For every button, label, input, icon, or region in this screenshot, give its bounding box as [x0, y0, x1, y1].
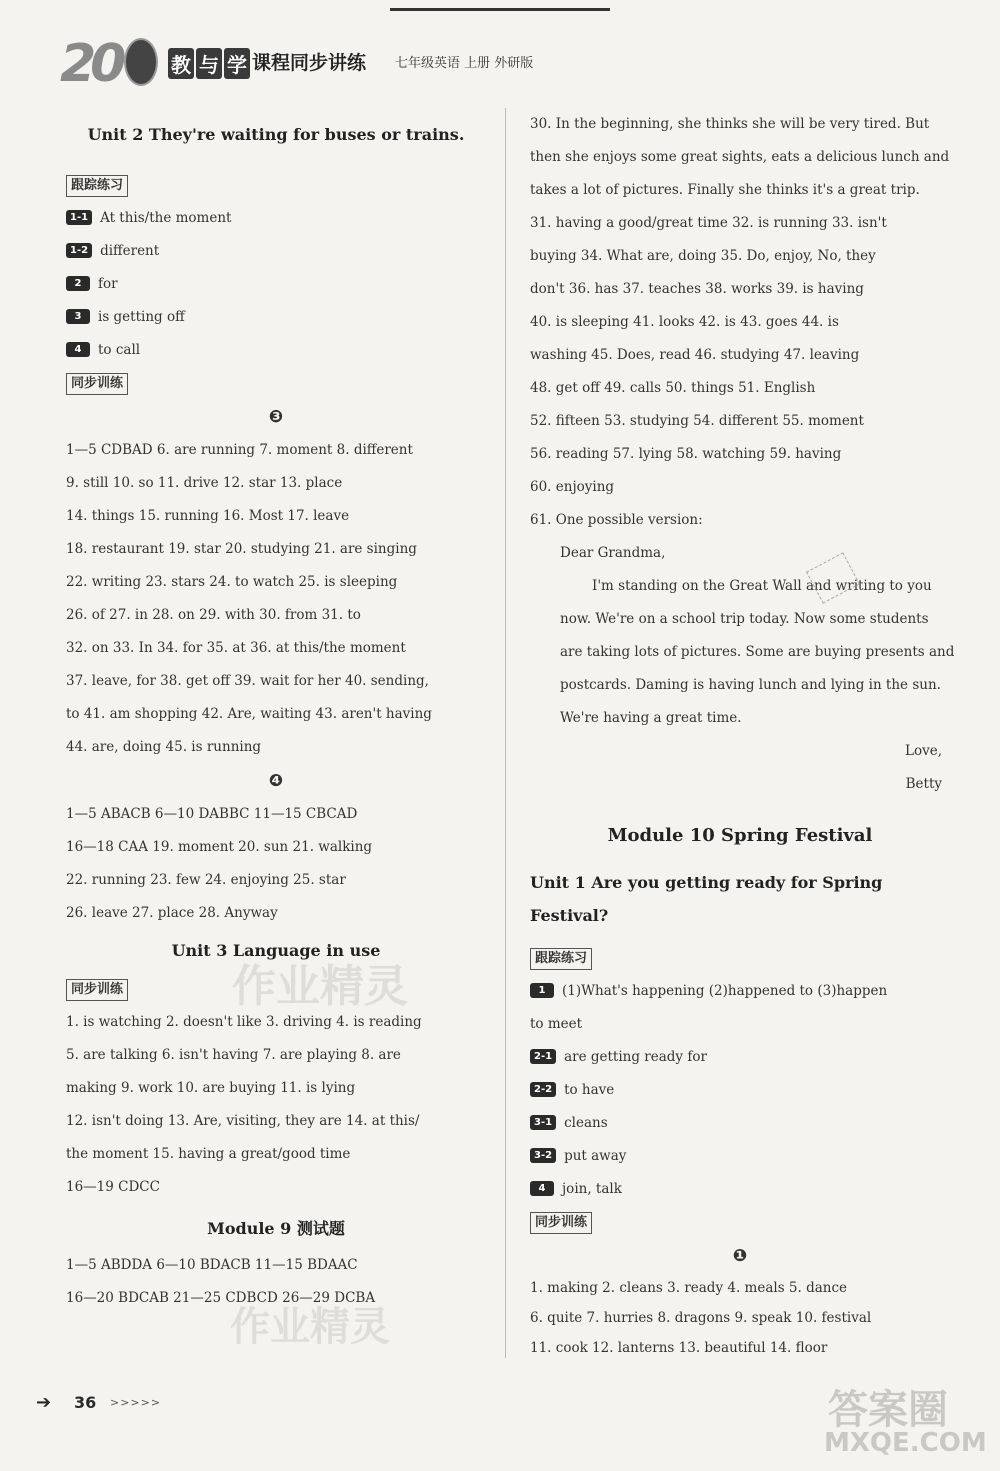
list-item [66, 334, 486, 367]
watermark-text: 作业精灵 [230, 1304, 390, 1350]
item-badge: 2 [66, 276, 90, 291]
answer-line: 48. get off 49. calls 50. things 51. English [530, 380, 816, 396]
answer-line: 16—18 CAA 19. moment 20. sun 21. walking [66, 839, 373, 855]
letter-signature: Betty [905, 776, 942, 792]
answer-line: washing 45. Does, read 46. studying 47. leaving [530, 347, 860, 363]
answer-line: 1. making 2. cleans 3. ready 4. meals 5. dance [530, 1280, 848, 1296]
item-badge: 2-1 [530, 1049, 556, 1064]
answer-line: 22. writing 23. stars 24. to watch 25. is sleeping [66, 574, 398, 590]
unit1-title: Unit 1 Are you getting ready for Spring Festival? [530, 873, 883, 925]
item-badge: 3 [66, 309, 90, 324]
item-text: are getting ready for [564, 1049, 707, 1065]
item-text: to meet [530, 1016, 583, 1032]
item-badge: 2-2 [530, 1082, 556, 1097]
answer-line: 26. leave 27. place 28. Anyway [66, 905, 278, 921]
item-text: cleans [564, 1115, 608, 1131]
left-column [66, 108, 486, 1315]
list-item [530, 1008, 950, 1041]
answer-line: 40. is sleeping 41. looks 42. is 43. goes 44. is [530, 314, 839, 330]
answer-line: 56. reading 57. lying 58. watching 59. having [530, 446, 842, 462]
item-badge: 1 [530, 983, 554, 998]
list-item [66, 202, 486, 235]
letter-line: postcards. Daming is having lunch and lying in the sun. [560, 677, 941, 693]
page-header [60, 30, 950, 94]
series-logo: 20 [60, 34, 121, 94]
answer-line: 61. One possible version: [530, 512, 703, 528]
list-item [530, 1173, 950, 1206]
item-text: put away [564, 1148, 627, 1164]
answer-line: 14. things 15. running 16. Most 17. leave [66, 508, 350, 524]
letter-line: I'm standing on the Great Wall and writing to you [592, 578, 932, 594]
item-text: join, talk [562, 1181, 622, 1197]
answer-line: takes a lot of pictures. Finally she thinks it's a great trip. [530, 182, 920, 198]
answer-line: 52. fifteen 53. studying 54. different 55. moment [530, 413, 864, 429]
section-marker: ❸ [268, 407, 284, 427]
list-item [530, 1074, 950, 1107]
answer-line: 30. In the beginning, she thinks she will be very tired. But [530, 116, 930, 132]
brand-char: 教 [168, 48, 194, 79]
answer-line: 22. running 23. few 24. enjoying 25. star [66, 872, 346, 888]
letter-line: now. We're on a school trip today. Now some students [560, 611, 929, 627]
item-text: different [100, 243, 160, 259]
item-text: is getting off [98, 309, 185, 325]
arrow-icon: ➔ [36, 1392, 52, 1413]
unit2-title: Unit 2 They're waiting for buses or trains. [87, 125, 465, 144]
list-item [530, 1041, 950, 1074]
item-badge: 3-2 [530, 1148, 556, 1163]
answer-line: then she enjoys some great sights, eats a delicious lunch and [530, 149, 950, 165]
answer-line: 6. quite 7. hurries 8. dragons 9. speak 10. festival [530, 1310, 872, 1326]
tag-tongbu: 同步训练 [530, 1212, 592, 1234]
list-item [530, 975, 950, 1008]
book-subtitle: 七年级英语 上册 外研版 [395, 56, 534, 71]
answer-line: 26. of 27. in 28. on 29. with 30. from 31. to [66, 607, 361, 623]
list-item [66, 268, 486, 301]
item-text: to call [98, 342, 141, 358]
answer-line: 16—20 BDCAB 21—25 CDBCD 26—29 DCBA [66, 1290, 376, 1306]
letter-line: We're having a great time. [560, 710, 742, 726]
item-text: for [98, 276, 118, 292]
watermark-logo: 答案圈 [828, 1387, 948, 1433]
item-text: to have [564, 1082, 615, 1098]
list-item [66, 235, 486, 268]
answer-line: 11. cook 12. lanterns 13. beautiful 14. floor [530, 1340, 828, 1356]
item-badge: 4 [66, 342, 90, 357]
answer-line: making 9. work 10. are buying 11. is lying [66, 1080, 356, 1096]
item-badge: 3-1 [530, 1115, 556, 1130]
chevrons-decoration: >>>>> [110, 1396, 162, 1409]
unit3-title: Unit 3 Language in use [171, 941, 381, 960]
header-top-line [390, 8, 610, 11]
page-number: 36 [74, 1393, 97, 1412]
right-column [530, 108, 955, 1363]
book-title: 课程同步讲练 [252, 52, 367, 74]
page-footer [36, 1390, 176, 1420]
tag-genzong: 跟踪练习 [530, 948, 592, 970]
module10-title: Module 10 Spring Festival [607, 825, 873, 846]
answer-line: don't 36. has 37. teaches 38. works 39. is having [530, 281, 864, 297]
watermark-url: MXQE.COM [824, 1428, 987, 1458]
item-badge: 4 [530, 1181, 554, 1196]
answer-line: the moment 15. having a great/good time [66, 1146, 351, 1162]
brand-char: 学 [224, 48, 250, 79]
brand-char: 与 [196, 48, 222, 79]
answer-line: 9. still 10. so 11. drive 12. star 13. place [66, 475, 343, 491]
letter-greeting: Dear Grandma, [560, 545, 666, 561]
item-text: (1)What's happening (2)happened to (3)happen [562, 983, 888, 999]
answer-line: 5. are talking 6. isn't having 7. are playing 8. are [66, 1047, 401, 1063]
answer-line: 12. isn't doing 13. Are, visiting, they are 14. at this/ [66, 1113, 420, 1129]
answer-line: 1—5 CDBAD 6. are running 7. moment 8. different [66, 442, 413, 458]
tag-genzong: 跟踪练习 [66, 175, 128, 197]
answer-line: 16—19 CDCC [66, 1179, 160, 1195]
answer-line: 44. are, doing 45. is running [66, 739, 262, 755]
answer-line: 31. having a good/great time 32. is running 33. isn't [530, 215, 887, 231]
module9-title: Module 9 测试题 [207, 1219, 345, 1238]
tag-tongbu: 同步训练 [66, 373, 128, 395]
answer-line: 60. enjoying [530, 479, 615, 495]
section-marker: ❶ [732, 1246, 748, 1266]
answer-line: 37. leave, for 38. get off 39. wait for her 40. sending, [66, 673, 429, 689]
answer-line: to 41. am shopping 42. Are, waiting 43. aren't having [66, 706, 432, 722]
answer-line: 1—5 ABDDA 6—10 BDACB 11—15 BDAAC [66, 1257, 358, 1273]
answer-line: 32. on 33. In 34. for 35. at 36. at this/the moment [66, 640, 406, 656]
list-item [66, 301, 486, 334]
item-badge: 1-1 [66, 210, 92, 225]
section-marker: ❹ [268, 771, 284, 791]
item-text: At this/the moment [100, 210, 232, 226]
letter-close: Love, [905, 743, 942, 759]
letter-line: are taking lots of pictures. Some are buying presents and [560, 644, 955, 660]
answer-line: buying 34. What are, doing 35. Do, enjoy, No, they [530, 248, 876, 264]
watermark-text: 作业精灵 [232, 961, 408, 1012]
list-item [530, 1107, 950, 1140]
item-badge: 1-2 [66, 243, 92, 258]
answer-line: 1—5 ABACB 6—10 DABBC 11—15 CBCAD [66, 806, 358, 822]
column-divider [505, 108, 506, 1358]
brand-chars [168, 48, 252, 79]
list-item [530, 1140, 950, 1173]
tag-tongbu: 同步训练 [66, 979, 128, 1001]
answer-line: 1. is watching 2. doesn't like 3. driving 4. is reading [66, 1014, 422, 1030]
answer-line: 18. restaurant 19. star 20. studying 21. are singing [66, 541, 417, 557]
seal-icon [124, 38, 158, 86]
